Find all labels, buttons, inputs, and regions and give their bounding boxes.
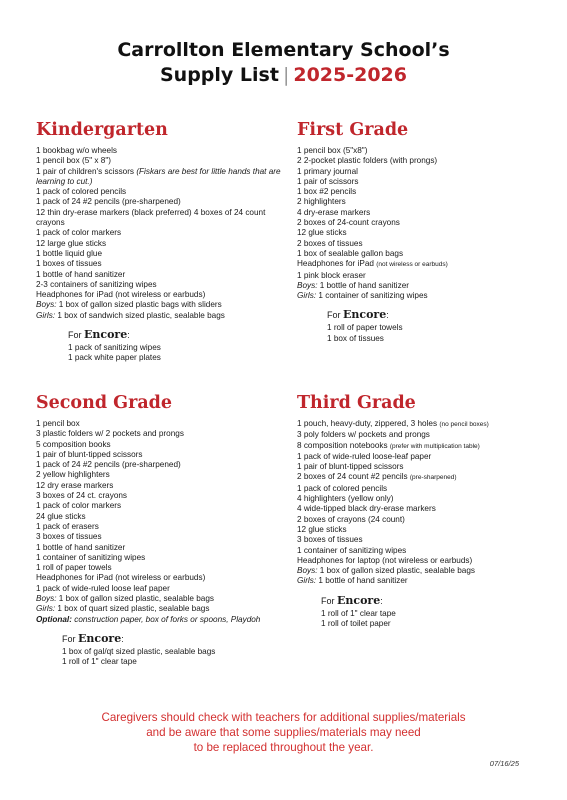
boys-label: Boys: bbox=[36, 300, 57, 310]
list-item: 5 composition books bbox=[36, 439, 111, 449]
supply-list-title bbox=[0, 62, 567, 88]
list-item: 1 pink block eraser bbox=[297, 270, 366, 280]
encore-colon: : bbox=[380, 595, 383, 606]
list-item: 1 box of tissues bbox=[327, 333, 384, 343]
list-item: 1 roll of toilet paper bbox=[321, 619, 391, 629]
second-grade-list bbox=[36, 419, 281, 625]
third-grade-heading: Third Grade bbox=[297, 393, 416, 413]
girls-item: 1 bottle of hand sanitizer bbox=[318, 576, 408, 586]
list-item bbox=[297, 419, 537, 430]
second-grade-heading: Second Grade bbox=[36, 393, 173, 413]
list-item: 1 pencil box (5" x 8") bbox=[36, 156, 111, 166]
list-item: 1 pencil box (5"x8") bbox=[297, 146, 368, 155]
list-item: 2 boxes of 24-count crayons bbox=[297, 218, 400, 228]
scissors-item: 1 pair of children's scissors bbox=[36, 166, 135, 176]
encore-heading bbox=[68, 328, 281, 342]
optional-items: construction paper, box of forks or spoons, Playdoh bbox=[74, 614, 261, 624]
kindergarten-heading: Kindergarten bbox=[36, 120, 168, 140]
list-item: 12 large glue sticks bbox=[36, 238, 107, 248]
encore-list bbox=[62, 647, 281, 668]
list-item: 2-3 containers of sanitizing wipes bbox=[36, 279, 157, 289]
list-item: 2 boxes of crayons (24 count) bbox=[297, 514, 405, 524]
list-item bbox=[297, 259, 537, 270]
revision-date: 07/16/25 bbox=[489, 759, 519, 768]
list-item: 4 wide-tipped black dry-erase markers bbox=[297, 504, 436, 514]
encore-list bbox=[321, 609, 537, 630]
encore-label: Encore bbox=[84, 328, 128, 342]
encore-heading bbox=[321, 594, 537, 608]
list-item: 1 pack of erasers bbox=[36, 521, 99, 531]
list-item: 1 boxes of tissues bbox=[36, 259, 102, 269]
list-item bbox=[36, 311, 281, 321]
pouch-note: (no pencil boxes) bbox=[439, 421, 489, 428]
boys-label: Boys: bbox=[297, 280, 318, 290]
encore-colon: : bbox=[386, 310, 389, 321]
third-grade-encore bbox=[321, 594, 537, 630]
boys-item: 1 box of gallon sized plastic, sealable bags bbox=[58, 594, 214, 604]
boys-item: 1 bottle of hand sanitizer bbox=[319, 280, 409, 290]
encore-for: For bbox=[62, 633, 76, 644]
list-item bbox=[297, 291, 537, 301]
list-item: 1 container of sanitizing wipes bbox=[297, 545, 407, 555]
pouch-item: 1 pouch, heavy-duty, zippered, 3 holes bbox=[297, 419, 438, 428]
list-item: 12 thin dry-erase markers (black preferred) 4 boxes of 24 count crayons bbox=[36, 207, 266, 228]
list-item bbox=[297, 281, 537, 291]
list-item: 1 pack of colored pencils bbox=[297, 483, 388, 493]
page-header bbox=[0, 38, 567, 88]
encore-list bbox=[327, 323, 537, 344]
headphones-item: Headphones for iPad bbox=[297, 259, 374, 269]
scissors-note: (Fiskars are best for little hands that are learning to cut.) bbox=[36, 166, 281, 186]
girls-item: 1 container of sanitizing wipes bbox=[318, 291, 428, 301]
kindergarten-list bbox=[36, 146, 281, 321]
list-item: 1 pack of wide-ruled loose leaf paper bbox=[36, 583, 170, 593]
list-item: 1 bottle of hand sanitizer bbox=[36, 269, 126, 279]
girls-label: Girls: bbox=[36, 604, 56, 614]
list-item: 1 pack of color markers bbox=[36, 501, 122, 511]
list-item: 12 glue sticks bbox=[297, 524, 347, 534]
list-item: 12 dry erase markers bbox=[36, 480, 114, 490]
third-grade-section bbox=[297, 392, 537, 629]
girls-label: Girls: bbox=[36, 310, 56, 320]
list-item: 1 pack of 24 #2 pencils (pre-sharpened) bbox=[36, 197, 181, 207]
list-item bbox=[297, 441, 537, 452]
list-item: 1 pack of sanitizing wipes bbox=[68, 343, 161, 353]
supply-list-label: Supply List bbox=[160, 64, 279, 86]
list-item: 1 pair of blunt-tipped scissors bbox=[297, 462, 404, 472]
kindergarten-section bbox=[36, 119, 281, 364]
list-item bbox=[36, 594, 281, 604]
title-separator: | bbox=[282, 64, 290, 86]
list-item: 1 pack white paper plates bbox=[68, 353, 161, 363]
encore-heading bbox=[327, 308, 537, 322]
first-grade-section bbox=[297, 119, 537, 344]
list-item bbox=[36, 300, 281, 310]
list-item: 3 poly folders w/ pockets and prongs bbox=[297, 430, 430, 440]
list-item: 1 pencil box bbox=[36, 419, 80, 428]
headphones-note: (not wireless or earbuds) bbox=[376, 261, 448, 269]
school-title: Carrollton Elementary School’s bbox=[117, 39, 450, 61]
list-item: 2 boxes of tissues bbox=[297, 238, 363, 248]
composition-note: (prefer with multiplication table) bbox=[389, 442, 480, 450]
boys-label: Boys: bbox=[36, 594, 57, 604]
encore-label: Encore bbox=[337, 593, 381, 607]
pencils-item: 2 boxes of 24 count #2 pencils bbox=[297, 472, 408, 482]
list-item: Headphones for laptop (not wireless or earbuds) bbox=[297, 555, 473, 565]
list-item: 3 boxes of tissues bbox=[297, 535, 363, 545]
list-item bbox=[297, 576, 537, 586]
encore-colon: : bbox=[127, 330, 130, 341]
list-item: 1 roll of 1" clear tape bbox=[321, 608, 396, 618]
list-item: 1 bookbag w/o wheels bbox=[36, 146, 118, 155]
caregiver-note-line: and be aware that some supplies/materials may need bbox=[146, 726, 421, 739]
encore-label: Encore bbox=[78, 631, 122, 645]
list-item: Headphones for iPad (not wireless or earbuds) bbox=[36, 290, 206, 300]
caregiver-note-line: to be replaced throughout the year. bbox=[193, 741, 374, 754]
list-item: 2 2-pocket plastic folders (with prongs) bbox=[297, 156, 438, 166]
list-item: 1 pack of color markers bbox=[36, 228, 122, 238]
list-item bbox=[36, 167, 281, 188]
encore-colon: : bbox=[121, 633, 124, 644]
boys-item: 1 box of gallon sized plastic, sealable bags bbox=[319, 566, 475, 576]
list-item: 1 box #2 pencils bbox=[297, 187, 357, 197]
girls-label: Girls: bbox=[297, 291, 317, 301]
list-item bbox=[297, 472, 537, 483]
girls-item: 1 box of sandwich sized plastic, sealable bags bbox=[57, 310, 225, 320]
girls-label: Girls: bbox=[297, 576, 317, 586]
list-item: 2 yellow highlighters bbox=[36, 470, 110, 480]
first-grade-encore bbox=[327, 308, 537, 344]
list-item: 1 bottle liquid glue bbox=[36, 248, 103, 258]
encore-for: For bbox=[327, 310, 341, 321]
list-item: 1 pair of blunt-tipped scissors bbox=[36, 449, 143, 459]
first-grade-list bbox=[297, 146, 537, 301]
second-grade-encore bbox=[62, 632, 281, 668]
list-item: 1 primary journal bbox=[297, 166, 358, 176]
first-grade-heading: First Grade bbox=[297, 120, 409, 140]
second-grade-section bbox=[36, 392, 281, 668]
list-item: 1 roll of 1" clear tape bbox=[62, 657, 137, 667]
list-item: 1 pack of colored pencils bbox=[36, 187, 127, 197]
list-item: 3 boxes of tissues bbox=[36, 532, 102, 542]
list-item: 2 highlighters bbox=[297, 197, 346, 207]
list-item: 1 box of sealable gallon bags bbox=[297, 248, 404, 258]
third-grade-list bbox=[297, 419, 537, 587]
list-item: 1 box of gal/qt sized plastic, sealable bags bbox=[62, 646, 216, 656]
list-item: Headphones for iPad (not wireless or earbuds) bbox=[36, 573, 206, 583]
girls-item: 1 box of quart sized plastic, sealable bags bbox=[57, 604, 210, 614]
caregiver-note bbox=[0, 710, 567, 755]
encore-for: For bbox=[321, 595, 335, 606]
encore-for: For bbox=[68, 330, 82, 341]
list-item: 4 highlighters (yellow only) bbox=[297, 494, 394, 504]
list-item: 4 dry-erase markers bbox=[297, 207, 371, 217]
list-item: 12 glue sticks bbox=[297, 228, 347, 238]
encore-list bbox=[68, 343, 281, 364]
kindergarten-encore bbox=[68, 328, 281, 364]
list-item: 1 container of sanitizing wipes bbox=[36, 552, 146, 562]
pencils-note: (pre-sharpened) bbox=[409, 474, 457, 482]
optional-label: Optional: bbox=[36, 614, 72, 624]
list-item bbox=[36, 604, 281, 614]
caregiver-note-line: Caregivers should check with teachers for additional supplies/materials bbox=[101, 711, 466, 724]
school-year: 2025-2026 bbox=[293, 64, 407, 86]
list-item: 1 pack of wide-ruled loose-leaf paper bbox=[297, 451, 432, 461]
list-item: 1 pack of 24 #2 pencils (pre-sharpened) bbox=[36, 460, 181, 470]
list-item: 3 boxes of 24 ct. crayons bbox=[36, 491, 128, 501]
encore-label: Encore bbox=[343, 308, 387, 322]
boys-item: 1 box of gallon sized plastic bags with sliders bbox=[58, 300, 222, 310]
composition-item: 8 composition notebooks bbox=[297, 440, 388, 450]
list-item: 1 pair of scissors bbox=[297, 176, 359, 186]
encore-heading bbox=[62, 632, 281, 646]
list-item bbox=[36, 615, 281, 625]
list-item bbox=[297, 566, 537, 576]
list-item: 3 plastic folders w/ 2 pockets and prongs bbox=[36, 429, 184, 439]
list-item: 24 glue sticks bbox=[36, 511, 86, 521]
boys-label: Boys: bbox=[297, 566, 318, 576]
list-item: 1 roll of paper towels bbox=[327, 323, 403, 333]
list-item: 1 roll of paper towels bbox=[36, 563, 112, 573]
list-item: 1 bottle of hand sanitizer bbox=[36, 542, 126, 552]
